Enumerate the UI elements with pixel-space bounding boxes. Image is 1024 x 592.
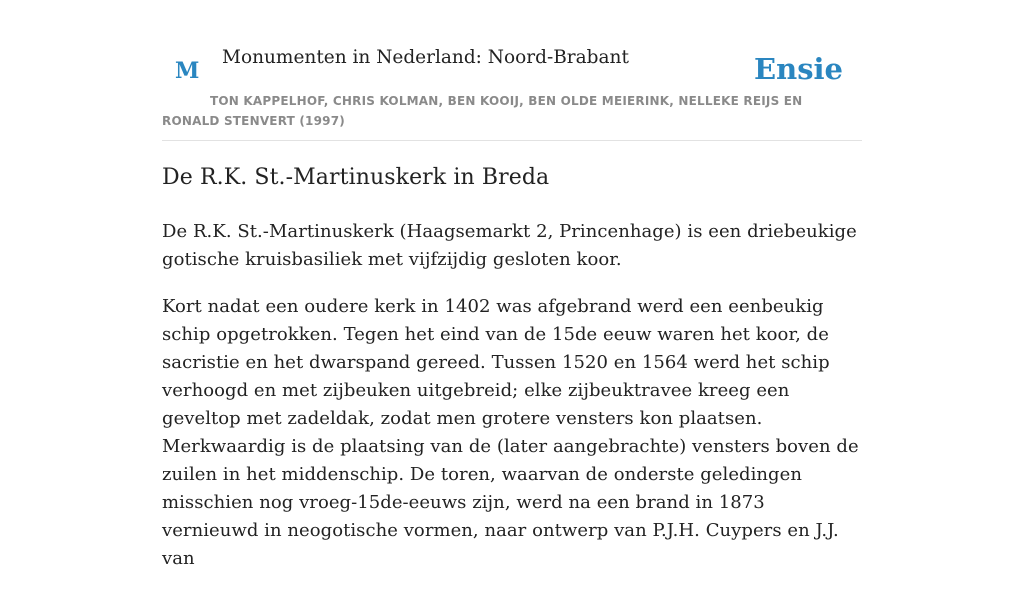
- article-content: [162, 162, 866, 592]
- article-title: De R.K. St.-Martinuskerk in Breda: [162, 165, 550, 190]
- book-title-link[interactable]: Monumenten in Nederland: Noord-Brabant: [222, 47, 629, 68]
- book-logo-icon[interactable]: M: [175, 58, 200, 84]
- book-header: [162, 40, 862, 141]
- article-paragraph: De R.K. St.-Martinuskerk (Haagsemarkt 2, Princenhage) is een driebeukige gotische kruisbasiliek met vijfzijdig gesloten koor.: [162, 221, 857, 270]
- book-authors: TON KAPPELHOF, CHRIS KOLMAN, BEN KOOIJ, BEN OLDE MEIERINK, NELLEKE REIJS EN RONALD STENVERT (1997): [162, 94, 803, 128]
- article-paragraph: Kort nadat een oudere kerk in 1402 was afgebrand werd een eenbeukig schip opgetrokken. Tegen het eind van de 15de eeuw waren het koor, de sacristie en het dwarspand gereed. Tussen 1520 en 1564 werd het schip verhoogd en met zijbeuken uitgebreid; elke zijbeuktravee kreeg een geveltop met zadeldak, zodat men grotere vensters kon plaatsen. Merkwaardig is de plaatsing van de (later aangebrachte) vensters boven de zuilen in het middenschip. De toren, waarvan de onderste geledingen misschien nog vroeg-15de-eeuws zijn, werd na een brand in 1873 vernieuwd in neogotische vormen, naar ontwerp van P.J.H. Cuypers en J.J. van: [162, 296, 859, 569]
- ensie-logo-link[interactable]: Ensie: [754, 52, 843, 86]
